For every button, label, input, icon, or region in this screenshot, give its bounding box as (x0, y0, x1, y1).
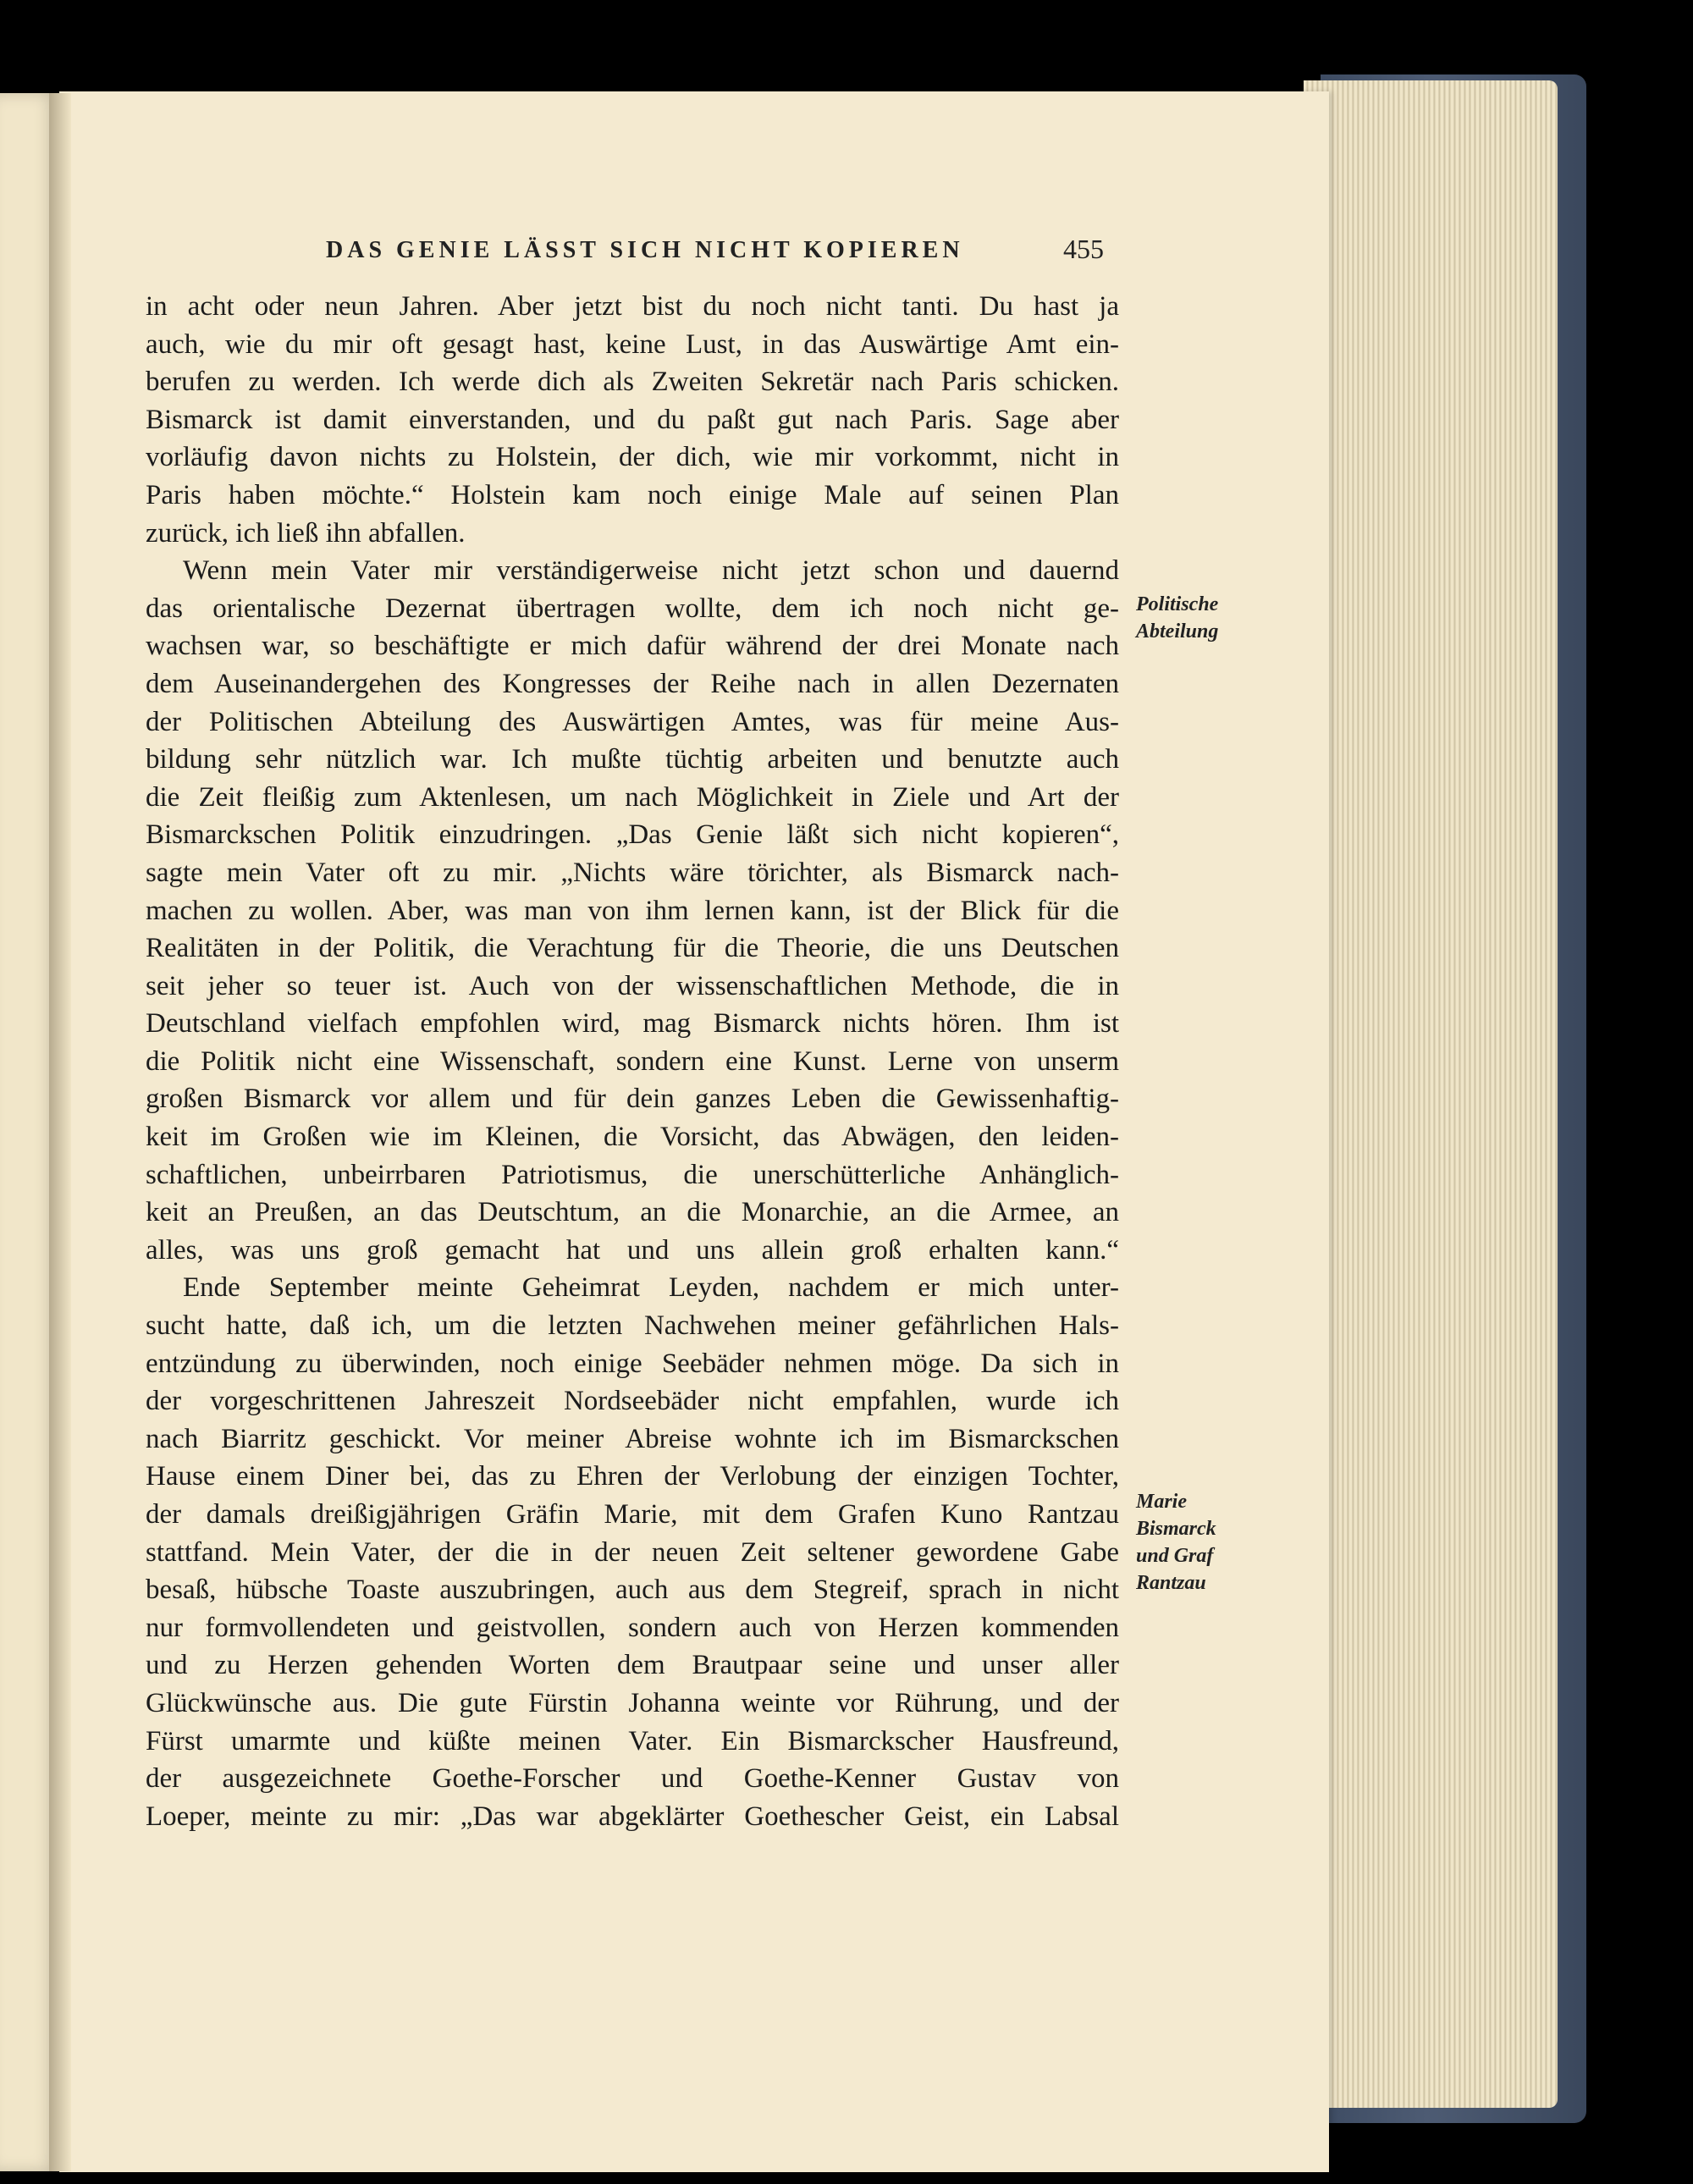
text-line: sagte mein Vater oft zu mir. „Nichts wäre törichter, als Bismarck nach- (146, 857, 1119, 888)
text-line: alles, was uns groß gemacht hat und uns allein groß erhalten kann.“ (146, 1234, 1119, 1266)
text-line: Bismarck ist damit einverstanden, und du paßt gut nach Paris. Sage aber (146, 404, 1119, 435)
margin-note-marie-bismarck (1136, 1488, 1216, 1597)
text-line: bildung sehr nützlich war. Ich mußte tüchtig arbeiten und benutzte auch (146, 744, 1119, 775)
text-line: in acht oder neun Jahren. Aber jetzt bist du noch nicht tanti. Du hast ja (146, 291, 1119, 322)
margin-note-line: Politische (1136, 593, 1219, 615)
text-line: Fürst umarmte und küßte meinen Vater. Ein Bismarckscher Hausfreund, (146, 1725, 1119, 1757)
text-line: der ausgezeichnete Goethe-Forscher und Goethe-Kenner Gustav von (146, 1763, 1119, 1795)
text-line: und zu Herzen gehenden Worten dem Brautpaar seine und unser aller (146, 1650, 1119, 1681)
text-line: die Zeit fleißig zum Aktenlesen, um nach Möglichkeit in Ziele und Art der (146, 781, 1119, 813)
text-line: machen zu wollen. Aber, was man von ihm lernen kann, ist der Blick für die (146, 895, 1119, 926)
text-line: Loeper, meinte zu mir: „Das war abgeklärter Goethescher Geist, ein Labsal (146, 1801, 1119, 1832)
text-line: die Politik nicht eine Wissenschaft, sondern eine Kunst. Lerne von unserm (146, 1045, 1119, 1077)
body-text (146, 288, 1119, 1835)
text-line: auch, wie du mir oft gesagt hast, keine Lust, in das Auswärtige Amt ein- (146, 328, 1119, 360)
book-gutter (49, 93, 71, 2171)
text-line: keit an Preußen, an das Deutschtum, an die Monarchie, an die Armee, an (146, 1197, 1119, 1228)
text-line: seit jeher so teuer ist. Auch von der wissenschaftlichen Methode, die in (146, 970, 1119, 1001)
text-line: Paris haben möchte.“ Holstein kam noch einige Male auf seinen Plan (146, 479, 1119, 510)
text-line: Glückwünsche aus. Die gute Fürstin Johanna weinte vor Rührung, und der (146, 1687, 1119, 1718)
text-line: schaftlichen, unbeirrbaren Patriotismus, die unerschütterliche Anhänglich- (146, 1159, 1119, 1190)
text-line: stattfand. Mein Vater, der die in der neuen Zeit seltener gewordene Gabe (146, 1536, 1119, 1568)
text-line: dem Auseinandergehen des Kongresses der Reihe nach in allen Dezernaten (146, 668, 1119, 699)
text-line: Realitäten in der Politik, die Verachtung für die Theorie, die uns Deutschen (146, 933, 1119, 964)
text-line: nur formvollendeten und geistvollen, sondern auch von Herzen kommenden (146, 1612, 1119, 1643)
page-edges (1304, 80, 1558, 2108)
text-line: vorläufig davon nichts zu Holstein, der dich, wie mir vorkommt, nicht in (146, 442, 1119, 473)
margin-note-line: Rantzau (1136, 1572, 1206, 1594)
margin-note-line: Marie (1136, 1491, 1187, 1513)
text-line: zurück, ich ließ ihn abfallen. (146, 517, 466, 549)
text-line: entzündung zu überwinden, noch einige Seebäder nehmen möge. Da sich in (146, 1348, 1119, 1379)
running-title: DAS GENIE LÄSST SICH NICHT KOPIEREN (326, 237, 964, 263)
margin-note-line: und Graf (1136, 1545, 1214, 1567)
text-line: berufen zu werden. Ich werde dich als Zweiten Sekretär nach Paris schicken. (146, 367, 1119, 398)
text-line: Wenn mein Vater mir verständigerweise nicht jetzt schon und dauernd (183, 555, 1119, 587)
text-line: nach Biarritz geschickt. Vor meiner Abreise wohnte ich im Bismarckschen (146, 1423, 1119, 1454)
text-line: Ende September meinte Geheimrat Leyden, nachdem er mich unter- (183, 1272, 1119, 1304)
text-line: großen Bismarck vor allem und für dein ganzes Leben die Gewissenhaftig- (146, 1084, 1119, 1115)
text-line: Bismarckschen Politik einzudringen. „Das Genie läßt sich nicht kopieren“, (146, 819, 1119, 851)
text-line: keit im Großen wie im Kleinen, die Vorsicht, das Abwägen, den leiden- (146, 1122, 1119, 1153)
text-line: wachsen war, so beschäftigte er mich dafür während der drei Monate nach (146, 631, 1119, 662)
text-line: besaß, hübsche Toaste auszubringen, auch aus dem Stegreif, sprach in nicht (146, 1575, 1119, 1606)
margin-note-politische-abteilung (1136, 591, 1218, 645)
margin-note-line: Abteilung (1136, 620, 1219, 643)
text-line: sucht hatte, daß ich, um die letzten Nachwehen meiner gefährlichen Hals- (146, 1310, 1119, 1342)
text-line: das orientalische Dezernat übertragen wollte, dem ich noch nicht ge- (146, 593, 1119, 624)
text-line: Deutschland vielfach empfohlen wird, mag Bismarck nichts hören. Ihm ist (146, 1008, 1119, 1040)
text-line: der vorgeschrittenen Jahreszeit Nordseebäder nicht empfahlen, wurde ich (146, 1386, 1119, 1417)
margin-note-line: Bismarck (1136, 1518, 1216, 1540)
page-number: 455 (1063, 234, 1104, 264)
text-line: Hause einem Diner bei, das zu Ehren der Verlobung der einzigen Tochter, (146, 1461, 1119, 1492)
text-line: der damals dreißigjährigen Gräfin Marie, mit dem Grafen Kuno Rantzau (146, 1499, 1119, 1530)
text-line: der Politischen Abteilung des Auswärtigen Amtes, was für meine Aus- (146, 706, 1119, 737)
